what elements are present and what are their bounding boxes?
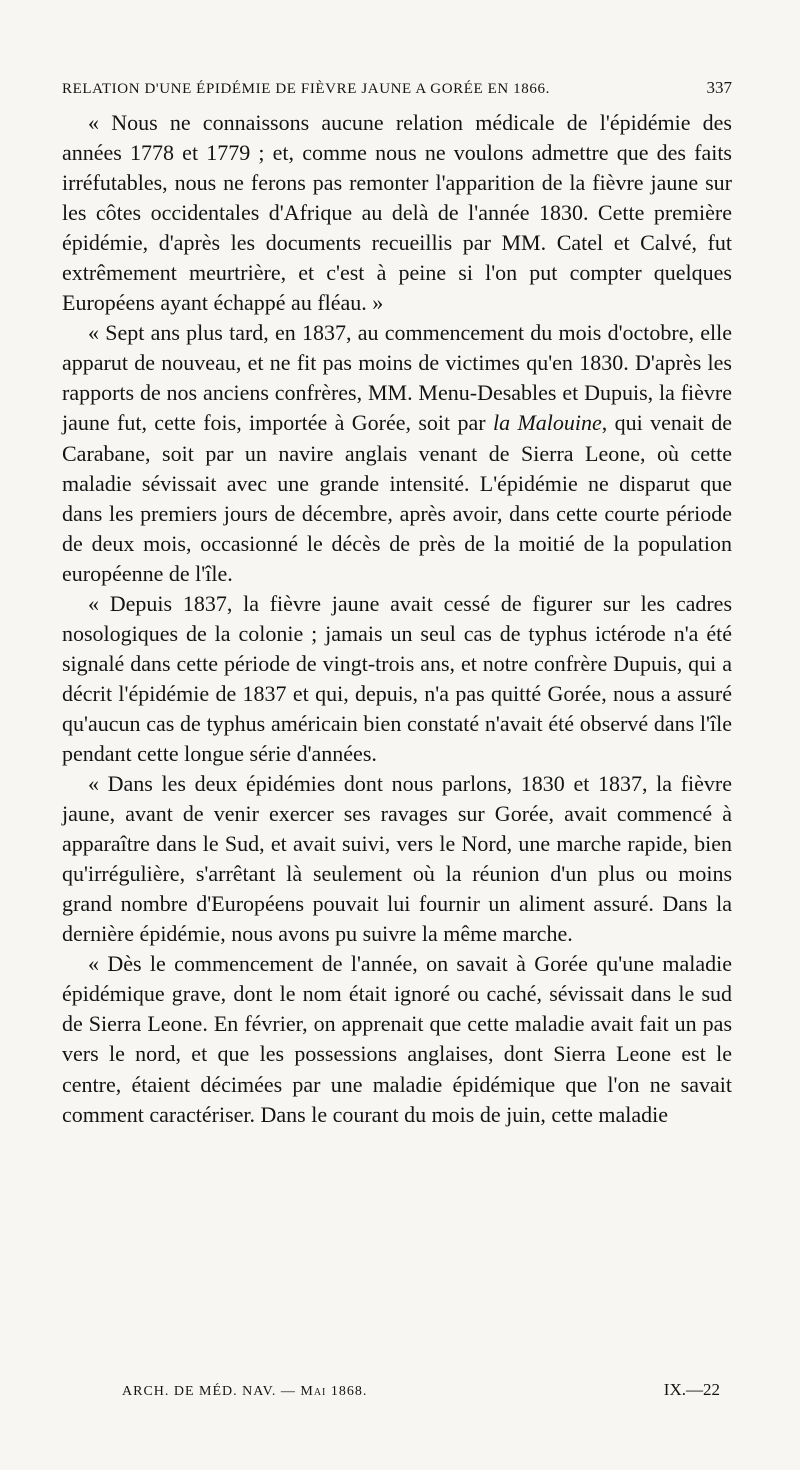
paragraph-2-end: , qui venait de Carabane, soit par un navire anglais venant de Sierra Leone, où cette maladie sévissait avec une grande intensité. L'épidémie ne disparut que dans les premiers jours de décembre, après avoir, dans cette courte période de deux mois, occasionné le décès de près de la moitié de la population européenne de l'île.: [62, 410, 732, 586]
page-number: 337: [706, 78, 732, 97]
signature-mark: IX.—22: [663, 1380, 720, 1399]
paragraph-2-start: « Sept ans plus tard, en 1837, au commencement du mois d'octobre, elle apparut de nouveau, et ne fit pas moins de victimes qu'en 1830. D'après les rapports de nos anciens confrères, MM. Menu-Desables et Dupuis, la fièvre jaune fut, cette fois, importée à Gorée, soit par: [62, 320, 732, 436]
paragraph-4: « Dans les deux épidémies dont nous parlons, 1830 et 1837, la fièvre jaune, avant de venir exercer ses ravages sur Gorée, avait commencé à apparaître dans le Sud, et avait suivi, vers le Nord, une marche rapide, bien qu'irrégulière, s'arrêtant là seulement où la réunion d'un plus ou moins grand nombre d'Européens pouvait lui fournir un aliment assuré. Dans la dernière épidémie, nous avons pu suivre la même marche.: [62, 771, 732, 947]
paragraph-2: [62, 318, 732, 588]
paragraph-5: « Dès le commencement de l'année, on savait à Gorée qu'une maladie épidémique grave, dont le nom était ignoré ou caché, sévissait dans le sud de Sierra Leone. En février, on apprenait que cette maladie avait fait un pas vers le nord, et que les possessions anglaises, dont Sierra Leone est le centre, étaient décimées par une maladie épidémique que l'on ne savait comment caractériser. Dans le courant du mois de juin, cette maladie: [62, 951, 732, 1127]
page-footer: [62, 1380, 732, 1400]
paragraph-1: « Nous ne connaissons aucune relation médicale de l'épidémie des années 1778 et 1779 ; et, comme nous ne voulons admettre que des faits irréfutables, nous ne ferons pas remonter l'apparition de la fièvre jaune sur les côtes occidentales d'Afrique au delà de l'année 1830. Cette première épidémie, d'après les documents recueillis par MM. Catel et Calvé, fut extrêmement meurtrière, et c'est à peine si l'on put compter quelques Européens ayant échappé au fléau. »: [62, 110, 732, 316]
running-header: [62, 78, 732, 98]
running-title: RELATION D'UNE ÉPIDÉMIE DE FIÈVRE JAUNE A GORÉE EN 1866.: [62, 81, 550, 97]
journal-reference: ARCH. DE MÉD. NAV. — Mai 1868.: [122, 1384, 368, 1399]
paragraph-3: « Depuis 1837, la fièvre jaune avait cessé de figurer sur les cadres nosologiques de la colonie ; jamais un seul cas de typhus ictérode n'a été signalé dans cette période de vingt-trois ans, et notre confrère Dupuis, qui a décrit l'épidémie de 1837 et qui, depuis, n'a pas quitté Gorée, nous a assuré qu'aucun cas de typhus américain bien constaté n'avait été observé dans l'île pendant cette longue série d'années.: [62, 590, 732, 766]
body-text: [62, 108, 732, 1130]
ship-name: la Malouine: [492, 410, 602, 436]
